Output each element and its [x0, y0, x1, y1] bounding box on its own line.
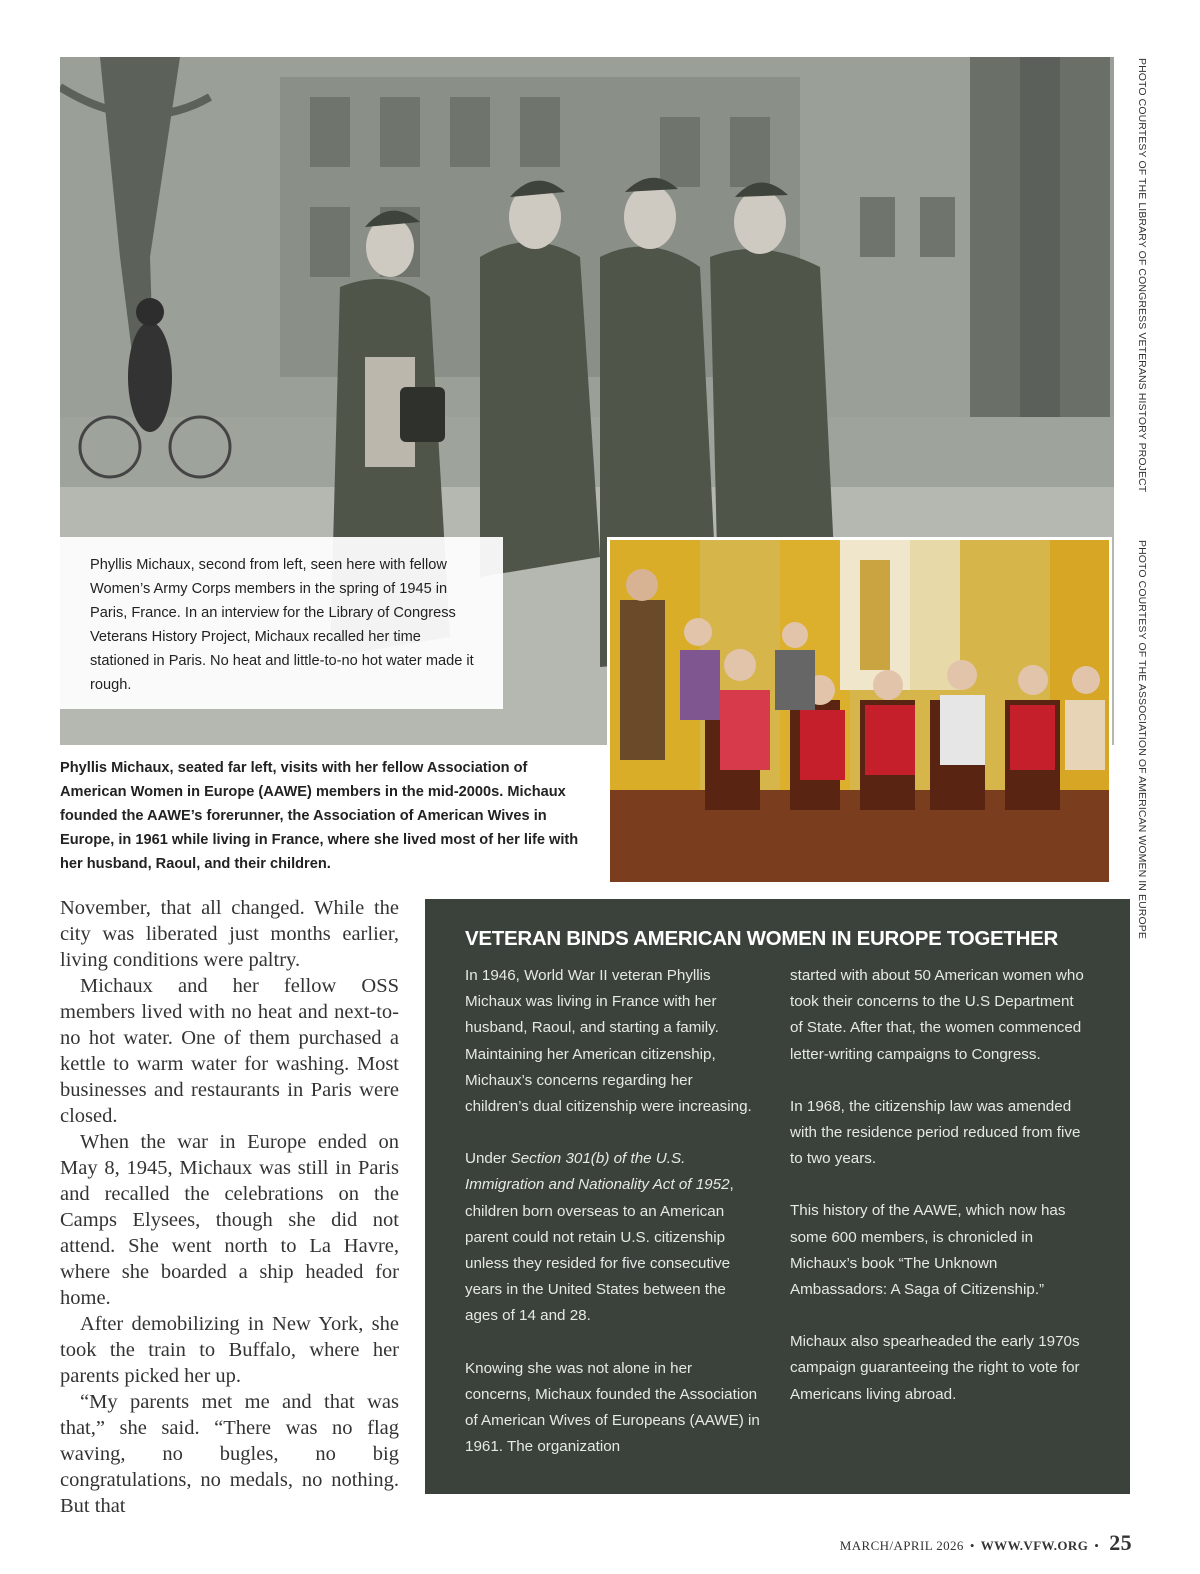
sidebar-paragraph: Michaux also spearheaded the early 1970s campaign guaranteeing the right to vote for Americans living abroad. [790, 1333, 1080, 1403]
photo-top-caption: Phyllis Michaux, second from left, seen here with fellow Women’s Army Corps members in the spring of 1945 in Paris, France. In an interview for the Library of Congress Veterans History Project, Michaux recalled her time stationed in Paris. No heat and little-to-no hot water made it rough. [60, 537, 503, 709]
sidebar-title: VETERAN BINDS AMERICAN WOMEN IN EUROPE TOGETHER [465, 927, 1058, 950]
body-paragraph: After demobilizing in New York, she took the train to Buffalo, where her parents picked her up. [60, 1313, 399, 1387]
sidebar-column-left [465, 963, 760, 1460]
body-paragraph: “My parents met me and that was that,” she said. “There was no flag waving, no bugles, no big congratulations, no medals, no nothing. But that [60, 1391, 399, 1517]
body-paragraph: November, that all changed. While the city was liberated just months earlier, living conditions were paltry. [60, 897, 399, 971]
footer-separator: • [969, 1538, 975, 1553]
issue-date: MARCH/APRIL 2026 [839, 1538, 964, 1553]
photo-second-caption: Phyllis Michaux, seated far left, visits with her fellow Association of American Women in Europe (AAWE) members in the mid-2000s. Michaux founded the AAWE’s forerunner, the Association of American Wives in Europe, in 1961 while living in France, where she lived most of her life with her husband, Raoul, and their children. [60, 760, 579, 872]
sidebar-paragraph: In 1968, the citizenship law was amended with the residence period reduced from five to two years. [790, 1097, 1081, 1168]
page-footer [840, 1530, 1132, 1556]
sidebar-columns [465, 963, 1090, 1460]
sidebar-text: , children born overseas to an American parent could not retain U.S. citizenship unless they resided for five consecutive years in the United States between the ages of 14 and 28. [465, 1176, 734, 1325]
sidebar-text: Under [465, 1150, 511, 1168]
website-link[interactable]: WWW.VFW.ORG [980, 1538, 1089, 1553]
body-paragraph: Michaux and her fellow OSS members lived with no heat and next-to-no hot water. One of them purchased a kettle to warm water for washing. Most businesses and restaurants in Paris were closed. [60, 975, 399, 1127]
article-body-column [60, 895, 399, 1519]
photo-top-credit: PHOTO COURTESY OF THE LIBRARY OF CONGRESS VETERANS HISTORY PROJECT [1136, 58, 1148, 493]
sidebar-paragraph [465, 1146, 760, 1329]
aawe-members-photo [607, 537, 1112, 885]
sidebar-column-right [790, 963, 1085, 1460]
body-paragraph: When the war in Europe ended on May 8, 1945, Michaux was still in Paris and recalled the celebrations on the Camps Elysees, though she did not attend. She went north to La Havre, where she boarded a ship headed for home. [60, 1131, 399, 1309]
sidebar-box [425, 899, 1130, 1494]
photo-second-credit: PHOTO COURTESY OF THE ASSOCIATION OF AMERICAN WOMEN IN EUROPE [1136, 540, 1148, 939]
page-number: 25 [1109, 1530, 1132, 1555]
sidebar-paragraph: Knowing she was not alone in her concerns, Michaux founded the Association of American Wives of Europeans (AAWE) in 1961. The organization [465, 1359, 760, 1456]
sidebar-paragraph: In 1946, World War II veteran Phyllis Michaux was living in France with her husband, Raoul, and starting a family. Maintaining her American citizenship, Michaux’s concerns regarding her children’s dual citizenship were increasing. [465, 967, 752, 1116]
sidebar-paragraph: started with about 50 American women who took their concerns to the U.S Department of State. After that, the women commenced letter-writing campaigns to Congress. [790, 967, 1084, 1063]
sidebar-paragraph: This history of the AAWE, which now has some 600 members, is chronicled in Michaux’s book “The Unknown Ambassadors: A Saga of Citizenship.” [790, 1202, 1066, 1299]
footer-separator: • [1094, 1538, 1100, 1553]
sidebar-italic-text: Section 301(b) of the U.S. Immigration and Nationality Act of 1952 [465, 1150, 730, 1194]
aawe-photo-illustration [610, 540, 1109, 882]
